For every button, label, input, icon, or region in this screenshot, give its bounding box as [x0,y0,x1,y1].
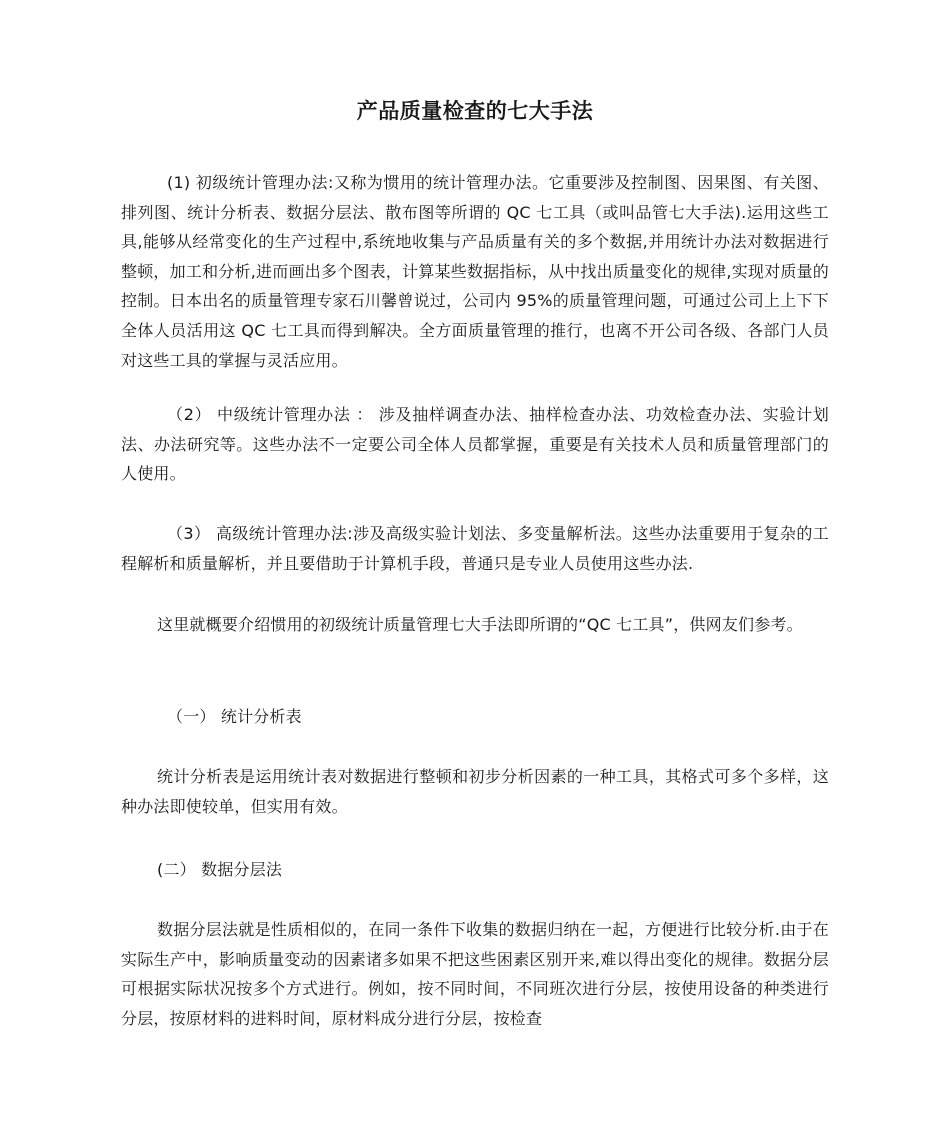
paragraph-statistical-table: 统计分析表是运用统计表对数据进行整顿和初步分析因素的一种工具，其格式可多个多样，这种办法即使较单，但实用有效。 [121,767,829,816]
section-heading-statistical-table: （一） 统计分析表 [167,707,302,726]
paragraph-intermediate-methods: （2） 中级统计管理办法 ： 涉及抽样调查办法、抽样检查办法、功效检查办法、实验计划法、办法研究等。这些办法不一定要公司全体人员都掌握，重要是有关技术人员和质量管理部门的人使用。 [121,405,829,484]
paragraph-advanced-methods: （3） 高级统计管理办法:涉及高级实验计划法、多变量解析法。这些办法重要用于复杂的工程解析和质量解析，并且要借助于计算机手段，普通只是专业人员使用这些办法. [121,524,829,573]
paragraph-basic-methods: (1) 初级统计管理办法:又称为惯用的统计管理办法。它重要涉及控制图、因果图、有关图、排列图、统计分析表、数据分层法、散布图等所谓的 QC 七工具（或叫品管七大手法).运用这些工具,能够从经常变化的生产过程中,系统地收集与产品质量有关的多个数据,并用统计办法对数据进行整顿，加工和分析,进而画出多个图表，计算某些数据指标，从中找出质量变化的规律,实现对质量的控制。日本出名的质量管理专家石川馨曾说过，公司内 95%的质量管理问题，可通过公司上上下下全体人员活用这 QC 七工具而得到解决。全方面质量管理的推行，也离不开公司各级、各部门人员对这些工具的掌握与灵活应用。 [121,173,829,370]
page-title: 产品质量检查的七大手法 [356,99,594,123]
paragraph-stratification: 数据分层法就是性质相似的，在同一条件下收集的数据归纳在一起，方便进行比较分析.由于在实际生产中，影响质量变动的因素诸多如果不把这些困素区别开来,难以得出变化的规律。数据分层可根据实际状况按多个方式进行。例如，按不同时间，不同班次进行分层，按使用设备的种类进行分层，按原材料的进料时间，原材料成分进行分层，按检查 [121,920,829,1028]
section-heading-stratification: (二） 数据分层法 [157,860,283,879]
paragraph-introduction: 这里就概要介绍惯用的初级统计质量管理七大手法即所谓的“QC 七工具”，供网友们参考。 [157,615,803,634]
